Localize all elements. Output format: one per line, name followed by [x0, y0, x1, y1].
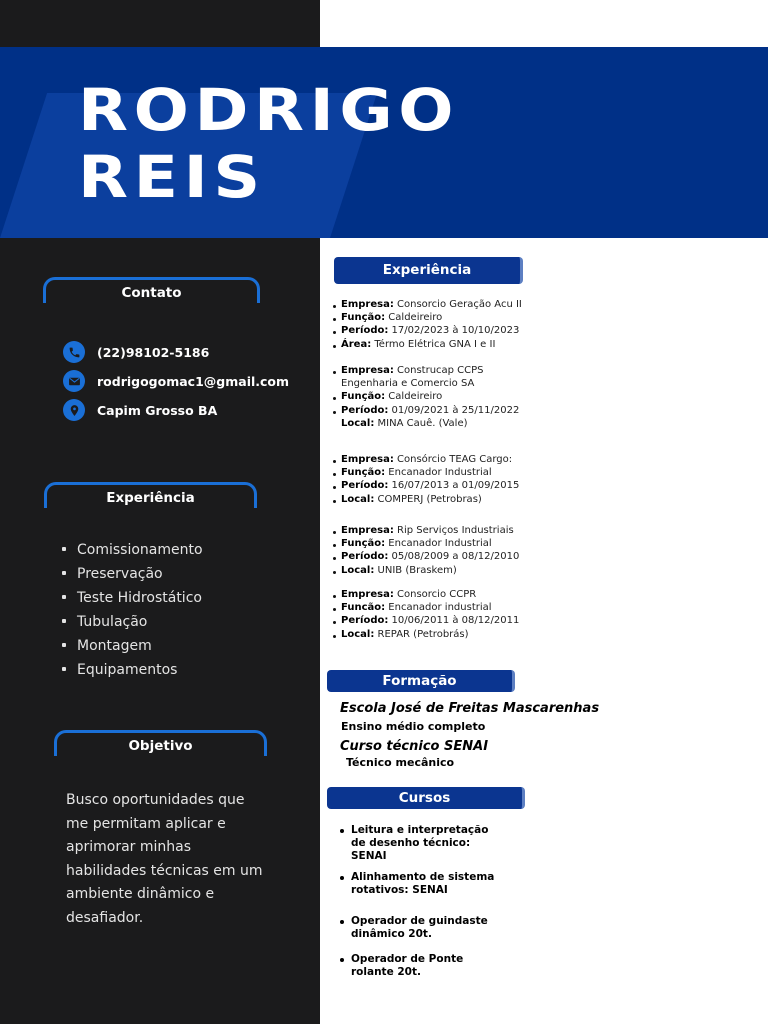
job-line: Área: Térmo Elétrica GNA I e II — [333, 338, 522, 351]
list-item: Equipamentos — [62, 659, 203, 683]
school-name: Curso técnico SENAI — [340, 739, 489, 754]
objective-text: Busco oportunidades que me permitam aplicar e aprimorar minhas habilidades técnicas em um ambiente dinâmico e desafiador. — [66, 792, 263, 926]
job-entry — [333, 453, 519, 506]
education-course: Ensino médio completo — [341, 720, 486, 733]
contact-location — [63, 399, 217, 421]
job-line: Empresa: Consorcio Geração Acu II — [333, 298, 522, 311]
job-line: Engenharia e Comercio SA — [341, 378, 475, 390]
job-entry — [333, 588, 519, 641]
job-line: Período: 16/07/2013 a 01/09/2015 — [333, 479, 519, 492]
job-entry — [333, 364, 519, 430]
first-name: RODRIGO — [78, 76, 460, 144]
list-item: Alinhamento de sistema rotativos: SENAI — [340, 871, 501, 897]
job-line: Função: Encanador Industrial — [333, 537, 519, 550]
location-text: Capim Grosso BA — [97, 402, 218, 418]
school-name: Escola José de Freitas Mascarenhas — [340, 701, 600, 716]
job-line: Função: Caldeireiro — [333, 311, 522, 324]
job-line: Empresa: Consorcio CCPR — [333, 588, 519, 601]
education-section-title: Formação — [327, 670, 515, 692]
experience-section-title: Experiência — [334, 257, 523, 284]
job-line: Função: Caldeireiro — [333, 390, 519, 403]
job-line: Funcão: Encanador industrial — [333, 601, 519, 614]
mail-icon — [63, 370, 85, 392]
job-entry — [333, 298, 522, 351]
list-item: Preservação — [62, 563, 203, 587]
job-line: Função: Encanador Industrial — [333, 466, 519, 479]
contact-phone[interactable] — [63, 341, 209, 363]
skills-section-title: Experiência — [44, 482, 257, 508]
list-item: Comissionamento — [62, 539, 203, 563]
job-line: Empresa: Rip Serviços Industriais — [333, 524, 519, 537]
job-line: Empresa: Construcap CCPS — [333, 364, 519, 377]
skills-list — [62, 539, 203, 683]
job-line: Local: REPAR (Petrobrás) — [333, 628, 519, 641]
job-line: Período: 17/02/2023 à 10/10/2023 — [333, 324, 522, 337]
job-line: Período: 05/08/2009 a 08/12/2010 — [333, 550, 519, 563]
job-line: Empresa: Consórcio TEAG Cargo: — [333, 453, 519, 466]
job-line: Período: 10/06/2011 à 08/12/2011 — [333, 614, 519, 627]
list-item: Operador de guindaste dinâmico 20t. — [340, 915, 501, 941]
courses-section-title: Cursos — [327, 787, 525, 809]
job-entry — [333, 524, 519, 577]
list-item: Leitura e interpretação de desenho técnico: SENAI — [340, 824, 501, 864]
email-address: rodrigogomac1@gmail.com — [97, 373, 290, 389]
job-line: Local: MINA Cauê. (Vale) — [341, 417, 468, 429]
last-name: REIS — [78, 143, 266, 211]
phone-icon — [63, 341, 85, 363]
objective-section-title: Objetivo — [54, 730, 267, 756]
contact-section-title: Contato — [43, 277, 260, 303]
list-item: Teste Hidrostático — [62, 587, 203, 611]
job-line: Local: UNIB (Braskem) — [333, 564, 519, 577]
list-item: Montagem — [62, 635, 203, 659]
job-line: Período: 01/09/2021 à 25/11/2022 — [333, 404, 519, 417]
job-line: Local: COMPERJ (Petrobras) — [333, 493, 519, 506]
contact-email[interactable] — [63, 370, 289, 392]
list-item: Operador de Ponte rolante 20t. — [340, 953, 501, 979]
list-item: Tubulação — [62, 611, 203, 635]
education-course: Técnico mecânico — [346, 756, 455, 769]
location-icon — [63, 399, 85, 421]
phone-number: (22)98102-5186 — [97, 344, 210, 360]
